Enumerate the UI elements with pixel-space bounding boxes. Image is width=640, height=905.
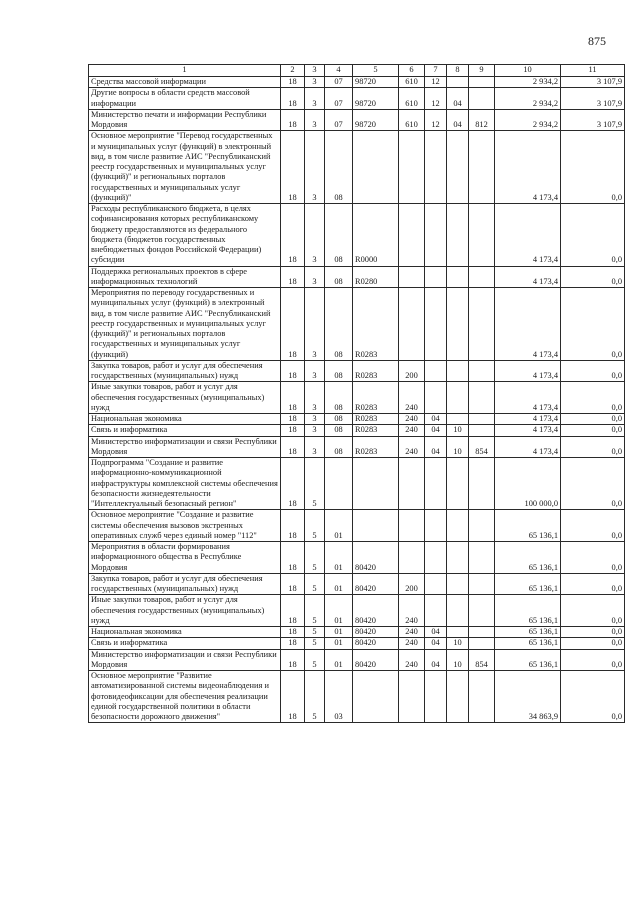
row-value-cell xyxy=(353,671,399,723)
row-value-cell: 08 xyxy=(325,288,353,361)
table-row xyxy=(89,266,625,288)
table-body xyxy=(89,77,625,723)
row-value-cell xyxy=(425,510,447,542)
row-name-cell: Связь и информатика xyxy=(89,425,281,436)
table-row xyxy=(89,671,625,723)
table-row xyxy=(89,288,625,361)
row-value-cell: 2 934,2 xyxy=(495,77,561,88)
column-header: 7 xyxy=(425,65,447,77)
row-value-cell xyxy=(425,204,447,267)
column-header: 9 xyxy=(469,65,495,77)
row-value-cell: 18 xyxy=(281,627,305,638)
row-value-cell xyxy=(469,288,495,361)
row-value-cell xyxy=(353,458,399,510)
row-value-cell xyxy=(469,382,495,414)
row-value-cell xyxy=(399,671,425,723)
row-value-cell: 0,0 xyxy=(561,425,625,436)
row-value-cell: 18 xyxy=(281,266,305,288)
row-value-cell: 18 xyxy=(281,542,305,574)
row-value-cell: 08 xyxy=(325,204,353,267)
row-value-cell: 04 xyxy=(425,436,447,458)
row-value-cell: 0,0 xyxy=(561,649,625,671)
row-value-cell: 01 xyxy=(325,627,353,638)
row-value-cell: 240 xyxy=(399,627,425,638)
row-value-cell: 18 xyxy=(281,288,305,361)
row-value-cell xyxy=(399,510,425,542)
row-value-cell: 5 xyxy=(305,510,325,542)
row-name-cell: Иные закупки товаров, работ и услуг для обеспечения государственных (муниципальных) нужд xyxy=(89,595,281,627)
row-value-cell: 01 xyxy=(325,595,353,627)
row-name-cell: Мероприятия по переводу государственных и муниципальных услуг (функций) в электронный вид, в том числе развитие АИС "Республиканский реестр государственных и муниципальных услуг (функций)" и региональных порталов государственных и муниципальных услуг (функций) xyxy=(89,288,281,361)
row-value-cell: 0,0 xyxy=(561,510,625,542)
row-value-cell: 65 136,1 xyxy=(495,595,561,627)
row-value-cell: 18 xyxy=(281,458,305,510)
row-value-cell: 04 xyxy=(425,627,447,638)
row-value-cell: 04 xyxy=(425,414,447,425)
row-value-cell: 0,0 xyxy=(561,638,625,649)
page-number: 875 xyxy=(588,34,606,48)
row-value-cell: 0,0 xyxy=(561,542,625,574)
row-value-cell: 610 xyxy=(399,88,425,110)
table-row xyxy=(89,649,625,671)
table-row xyxy=(89,77,625,88)
row-value-cell xyxy=(469,425,495,436)
row-value-cell: 0,0 xyxy=(561,288,625,361)
row-value-cell: 18 xyxy=(281,382,305,414)
row-value-cell: 18 xyxy=(281,638,305,649)
row-name-cell: Министерство печати и информации Республики Мордовия xyxy=(89,109,281,131)
row-value-cell: 0,0 xyxy=(561,671,625,723)
row-value-cell: 4 173,4 xyxy=(495,425,561,436)
row-value-cell: 08 xyxy=(325,382,353,414)
row-value-cell: 18 xyxy=(281,595,305,627)
row-value-cell: 18 xyxy=(281,204,305,267)
row-value-cell: 98720 xyxy=(353,109,399,131)
row-value-cell: 01 xyxy=(325,649,353,671)
row-value-cell: 04 xyxy=(425,425,447,436)
row-value-cell: 08 xyxy=(325,425,353,436)
row-value-cell xyxy=(399,542,425,574)
row-value-cell: 10 xyxy=(447,649,469,671)
row-value-cell xyxy=(469,638,495,649)
row-value-cell: R0000 xyxy=(353,204,399,267)
table-row xyxy=(89,88,625,110)
row-value-cell: 80420 xyxy=(353,627,399,638)
row-value-cell: 610 xyxy=(399,109,425,131)
row-value-cell: 18 xyxy=(281,436,305,458)
row-value-cell xyxy=(399,458,425,510)
row-value-cell xyxy=(469,88,495,110)
row-value-cell xyxy=(425,573,447,595)
row-value-cell: 0,0 xyxy=(561,436,625,458)
row-value-cell xyxy=(399,204,425,267)
row-name-cell: Основное мероприятие "Создание и развитие системы обеспечения вызовов экстренных оперативных служб через единый номер "112" xyxy=(89,510,281,542)
column-header: 11 xyxy=(561,65,625,77)
row-value-cell: 812 xyxy=(469,109,495,131)
row-name-cell: Средства массовой информации xyxy=(89,77,281,88)
column-header: 8 xyxy=(447,65,469,77)
table-row xyxy=(89,627,625,638)
row-value-cell: 2 934,2 xyxy=(495,88,561,110)
row-value-cell: 4 173,4 xyxy=(495,266,561,288)
row-value-cell: 01 xyxy=(325,510,353,542)
row-value-cell: 5 xyxy=(305,638,325,649)
row-value-cell: 12 xyxy=(425,109,447,131)
table-row xyxy=(89,204,625,267)
column-header: 3 xyxy=(305,65,325,77)
row-value-cell xyxy=(447,542,469,574)
row-name-cell: Иные закупки товаров, работ и услуг для обеспечения государственных (муниципальных) нужд xyxy=(89,382,281,414)
row-value-cell: 34 863,9 xyxy=(495,671,561,723)
row-value-cell xyxy=(469,458,495,510)
row-value-cell: R0283 xyxy=(353,414,399,425)
row-value-cell: 07 xyxy=(325,109,353,131)
row-value-cell: 0,0 xyxy=(561,458,625,510)
row-value-cell xyxy=(447,671,469,723)
row-value-cell: 80420 xyxy=(353,542,399,574)
row-value-cell: 854 xyxy=(469,649,495,671)
row-value-cell xyxy=(469,671,495,723)
column-header: 10 xyxy=(495,65,561,77)
row-value-cell: 08 xyxy=(325,131,353,204)
row-value-cell: 200 xyxy=(399,573,425,595)
row-value-cell: 65 136,1 xyxy=(495,510,561,542)
table-row xyxy=(89,436,625,458)
row-value-cell xyxy=(425,458,447,510)
row-name-cell: Закупка товаров, работ и услуг для обеспечения государственных (муниципальных) нужд xyxy=(89,573,281,595)
row-value-cell xyxy=(325,458,353,510)
row-value-cell xyxy=(447,77,469,88)
row-name-cell: Закупка товаров, работ и услуг для обеспечения государственных (муниципальных) нужд xyxy=(89,360,281,382)
row-value-cell xyxy=(399,266,425,288)
row-value-cell: 0,0 xyxy=(561,595,625,627)
table-row xyxy=(89,542,625,574)
row-value-cell: 04 xyxy=(447,109,469,131)
row-value-cell xyxy=(447,458,469,510)
row-value-cell: 854 xyxy=(469,436,495,458)
row-value-cell: 240 xyxy=(399,595,425,627)
row-value-cell: 3 xyxy=(305,109,325,131)
row-value-cell: 10 xyxy=(447,436,469,458)
row-value-cell: 65 136,1 xyxy=(495,638,561,649)
header-row xyxy=(89,65,625,77)
row-value-cell: 3 xyxy=(305,382,325,414)
row-value-cell: 4 173,4 xyxy=(495,360,561,382)
row-value-cell: 3 xyxy=(305,360,325,382)
row-value-cell xyxy=(425,671,447,723)
row-value-cell: 610 xyxy=(399,77,425,88)
row-value-cell: 0,0 xyxy=(561,204,625,267)
row-value-cell xyxy=(425,595,447,627)
budget-table xyxy=(88,64,625,723)
row-value-cell: 80420 xyxy=(353,638,399,649)
row-value-cell: 240 xyxy=(399,425,425,436)
row-value-cell xyxy=(469,360,495,382)
row-name-cell: Национальная экономика xyxy=(89,414,281,425)
row-value-cell: 80420 xyxy=(353,573,399,595)
row-value-cell xyxy=(447,288,469,361)
row-value-cell xyxy=(469,204,495,267)
table-row xyxy=(89,360,625,382)
row-value-cell: 65 136,1 xyxy=(495,627,561,638)
row-value-cell: 04 xyxy=(447,88,469,110)
row-value-cell: 65 136,1 xyxy=(495,649,561,671)
row-value-cell: 07 xyxy=(325,77,353,88)
row-value-cell xyxy=(399,131,425,204)
row-value-cell: 07 xyxy=(325,88,353,110)
row-value-cell xyxy=(447,204,469,267)
row-value-cell: 240 xyxy=(399,649,425,671)
row-value-cell: 18 xyxy=(281,88,305,110)
row-value-cell xyxy=(469,510,495,542)
row-value-cell: 04 xyxy=(425,638,447,649)
column-header: 2 xyxy=(281,65,305,77)
table-row xyxy=(89,510,625,542)
row-value-cell: 5 xyxy=(305,542,325,574)
table-row xyxy=(89,131,625,204)
row-value-cell: 4 173,4 xyxy=(495,436,561,458)
row-value-cell: 65 136,1 xyxy=(495,573,561,595)
row-value-cell: 08 xyxy=(325,266,353,288)
row-value-cell xyxy=(447,382,469,414)
row-value-cell xyxy=(399,288,425,361)
row-value-cell: 01 xyxy=(325,638,353,649)
row-value-cell xyxy=(425,288,447,361)
row-value-cell: 3 xyxy=(305,266,325,288)
row-value-cell: 18 xyxy=(281,510,305,542)
row-value-cell: 4 173,4 xyxy=(495,131,561,204)
row-value-cell: 3 xyxy=(305,425,325,436)
row-value-cell: 5 xyxy=(305,458,325,510)
row-value-cell: 5 xyxy=(305,573,325,595)
row-value-cell: 4 173,4 xyxy=(495,204,561,267)
table-row xyxy=(89,382,625,414)
row-name-cell: Подпрограмма "Создание и развитие информационно-коммуникационной инфраструктуры комплексной системы обеспечения безопасности жизнедеятельности "Интеллектуальный безопасный регион" xyxy=(89,458,281,510)
row-value-cell: 10 xyxy=(447,425,469,436)
row-value-cell: 04 xyxy=(425,649,447,671)
row-value-cell: 240 xyxy=(399,382,425,414)
row-value-cell xyxy=(447,360,469,382)
row-value-cell: 08 xyxy=(325,360,353,382)
row-value-cell: 240 xyxy=(399,638,425,649)
row-value-cell xyxy=(469,627,495,638)
row-value-cell: 12 xyxy=(425,88,447,110)
table-row xyxy=(89,109,625,131)
row-value-cell xyxy=(447,414,469,425)
column-header: 5 xyxy=(353,65,399,77)
row-value-cell: 01 xyxy=(325,573,353,595)
row-value-cell: 0,0 xyxy=(561,382,625,414)
row-value-cell: 0,0 xyxy=(561,573,625,595)
row-name-cell: Связь и информатика xyxy=(89,638,281,649)
column-header: 1 xyxy=(89,65,281,77)
row-value-cell: 98720 xyxy=(353,88,399,110)
column-header: 4 xyxy=(325,65,353,77)
row-value-cell xyxy=(469,77,495,88)
row-value-cell: 4 173,4 xyxy=(495,382,561,414)
row-value-cell: 5 xyxy=(305,627,325,638)
row-value-cell: 4 173,4 xyxy=(495,414,561,425)
row-name-cell: Поддержка региональных проектов в сфере информационных технологий xyxy=(89,266,281,288)
row-value-cell: 0,0 xyxy=(561,131,625,204)
row-value-cell: 18 xyxy=(281,425,305,436)
row-value-cell: 08 xyxy=(325,436,353,458)
row-value-cell: 18 xyxy=(281,131,305,204)
row-name-cell: Министерство информатизации и связи Республики Мордовия xyxy=(89,436,281,458)
row-value-cell: 0,0 xyxy=(561,627,625,638)
row-value-cell: 03 xyxy=(325,671,353,723)
row-value-cell: 3 xyxy=(305,88,325,110)
row-value-cell: 240 xyxy=(399,414,425,425)
table-row xyxy=(89,573,625,595)
row-value-cell xyxy=(469,573,495,595)
row-value-cell xyxy=(447,627,469,638)
row-value-cell: 3 107,9 xyxy=(561,77,625,88)
table-row xyxy=(89,595,625,627)
row-value-cell: 5 xyxy=(305,649,325,671)
row-value-cell xyxy=(425,382,447,414)
row-name-cell: Министерство информатизации и связи Республики Мордовия xyxy=(89,649,281,671)
row-value-cell: 5 xyxy=(305,595,325,627)
row-value-cell: 4 173,4 xyxy=(495,288,561,361)
row-value-cell xyxy=(447,510,469,542)
row-value-cell: 3 107,9 xyxy=(561,109,625,131)
row-value-cell: 18 xyxy=(281,360,305,382)
row-value-cell: 3 xyxy=(305,204,325,267)
row-value-cell xyxy=(425,131,447,204)
row-value-cell xyxy=(469,266,495,288)
row-value-cell: 3 xyxy=(305,436,325,458)
row-value-cell xyxy=(447,131,469,204)
row-name-cell: Расходы республиканского бюджета, в целях софинансирования которых республиканскому бюджету предоставляются из федерального бюджета (бюджетов государственных внебюджетных фондов Российской Федерации) субсидии xyxy=(89,204,281,267)
row-name-cell: Основное мероприятие "Развитие автоматизированной системы видеонаблюдения и фотовидеофиксации для обеспечения реализации единой государственной политики в области безопасности дорожного движения" xyxy=(89,671,281,723)
row-value-cell xyxy=(353,510,399,542)
row-value-cell xyxy=(469,131,495,204)
row-value-cell: R0280 xyxy=(353,266,399,288)
row-value-cell xyxy=(469,414,495,425)
row-value-cell xyxy=(469,595,495,627)
table-row xyxy=(89,638,625,649)
row-value-cell: 12 xyxy=(425,77,447,88)
row-value-cell: 200 xyxy=(399,360,425,382)
row-value-cell: 3 xyxy=(305,77,325,88)
row-value-cell: 240 xyxy=(399,436,425,458)
row-value-cell: R0283 xyxy=(353,360,399,382)
row-value-cell xyxy=(425,266,447,288)
row-name-cell: Другие вопросы в области средств массовой информации xyxy=(89,88,281,110)
row-value-cell: 3 107,9 xyxy=(561,88,625,110)
row-name-cell: Национальная экономика xyxy=(89,627,281,638)
row-value-cell: R0283 xyxy=(353,382,399,414)
row-value-cell xyxy=(353,131,399,204)
row-value-cell: 0,0 xyxy=(561,360,625,382)
row-value-cell: 3 xyxy=(305,131,325,204)
row-value-cell: 18 xyxy=(281,109,305,131)
row-value-cell: 100 000,0 xyxy=(495,458,561,510)
table-row xyxy=(89,458,625,510)
row-value-cell: 08 xyxy=(325,414,353,425)
row-value-cell: 80420 xyxy=(353,595,399,627)
row-value-cell: R0283 xyxy=(353,288,399,361)
row-value-cell: 98720 xyxy=(353,77,399,88)
row-value-cell: 2 934,2 xyxy=(495,109,561,131)
row-value-cell: 5 xyxy=(305,671,325,723)
row-value-cell: 0,0 xyxy=(561,414,625,425)
row-value-cell: 80420 xyxy=(353,649,399,671)
row-value-cell: 01 xyxy=(325,542,353,574)
row-value-cell: 18 xyxy=(281,671,305,723)
column-header: 6 xyxy=(399,65,425,77)
row-value-cell: 65 136,1 xyxy=(495,542,561,574)
row-value-cell: 3 xyxy=(305,414,325,425)
row-value-cell: 18 xyxy=(281,573,305,595)
row-name-cell: Мероприятия в области формирования информационного общества в Республике Мордовия xyxy=(89,542,281,574)
row-value-cell: 10 xyxy=(447,638,469,649)
row-value-cell: R0283 xyxy=(353,425,399,436)
table-row xyxy=(89,414,625,425)
row-value-cell xyxy=(447,573,469,595)
row-name-cell: Основное мероприятие "Перевод государственных и муниципальных услуг (функций) в электронный вид, в том числе развитие АИС "Республиканский реестр государственных и муниципальных услуг (функций)" и региональных порталов государственных и муниципальных услуг (функций)" xyxy=(89,131,281,204)
row-value-cell xyxy=(447,595,469,627)
row-value-cell xyxy=(425,542,447,574)
row-value-cell xyxy=(425,360,447,382)
row-value-cell: 18 xyxy=(281,649,305,671)
row-value-cell xyxy=(469,542,495,574)
row-value-cell: 18 xyxy=(281,77,305,88)
row-value-cell: 18 xyxy=(281,414,305,425)
row-value-cell: 3 xyxy=(305,288,325,361)
row-value-cell: R0283 xyxy=(353,436,399,458)
row-value-cell xyxy=(447,266,469,288)
table-row xyxy=(89,425,625,436)
row-value-cell: 0,0 xyxy=(561,266,625,288)
